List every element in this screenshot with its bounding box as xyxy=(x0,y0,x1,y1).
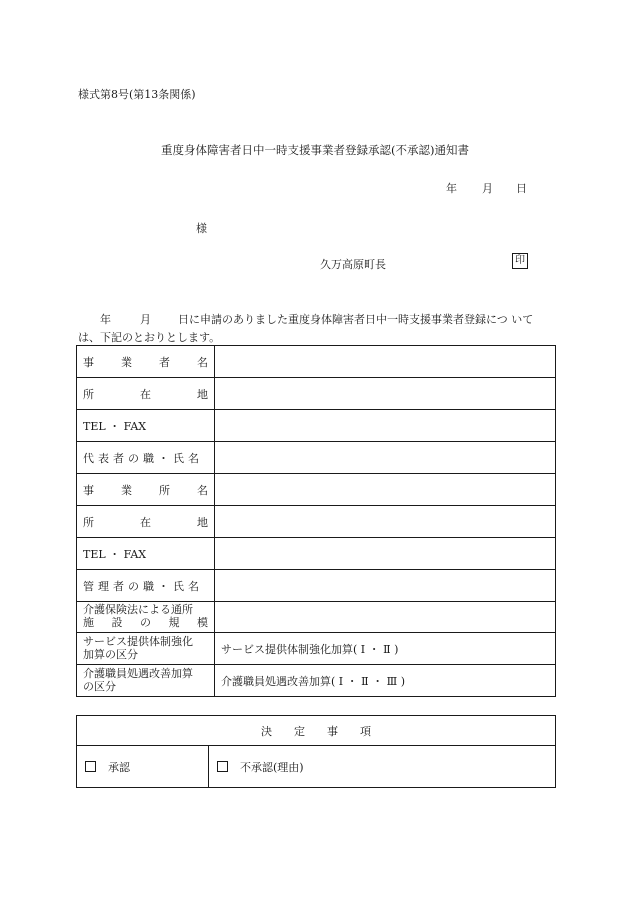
date-day-label: 日 xyxy=(516,182,527,195)
approve-checkbox[interactable] xyxy=(85,761,96,772)
table-row xyxy=(77,633,556,665)
reject-label: 不承認(理由) xyxy=(240,760,304,774)
table-row xyxy=(77,378,556,410)
approve-cell[interactable] xyxy=(77,746,209,788)
label-manager: 管理者の職・氏名 xyxy=(77,570,215,602)
table-row xyxy=(77,346,556,378)
form-number: 様式第8号(第13条関係) xyxy=(78,88,196,101)
table-row xyxy=(77,474,556,506)
value-service-addition[interactable]: サービス提供体制強化加算( Ⅰ ・ Ⅱ ) xyxy=(215,633,556,665)
seal-mark: 印 xyxy=(512,253,528,269)
intro-line-2: は、下記のとおりとします。 xyxy=(78,331,221,344)
intro-year: 年 xyxy=(100,313,111,326)
decision-table xyxy=(76,715,556,788)
value-staff-addition[interactable]: 介護職員処遇改善加算( Ⅰ ・ Ⅱ ・ Ⅲ ) xyxy=(215,665,556,697)
value-facility-scale[interactable] xyxy=(215,602,556,633)
label-office-name: 事 業 所 名 xyxy=(77,474,215,506)
table-row xyxy=(77,442,556,474)
value-tel-fax[interactable] xyxy=(215,410,556,442)
decision-header: 決 定 事 項 xyxy=(77,716,556,746)
label-representative: 代表者の職・氏名 xyxy=(77,442,215,474)
intro-text: 日に申請のありました重度身体障害者日中一時支援事業者登録につ いて xyxy=(178,313,534,326)
date-year-label: 年 xyxy=(446,182,457,195)
value-business-name[interactable] xyxy=(215,346,556,378)
table-row xyxy=(77,746,556,788)
approve-label: 承認 xyxy=(108,760,130,774)
label-address: 所 在 地 xyxy=(77,378,215,410)
label-service-addition: サービス提供体制強化 加算の区分 xyxy=(77,633,215,665)
value-address[interactable] xyxy=(215,378,556,410)
document-title: 重度身体障害者日中一時支援事業者登録承認(不承認)通知書 xyxy=(161,143,469,157)
reject-checkbox[interactable] xyxy=(217,761,228,772)
table-row xyxy=(77,570,556,602)
table-row xyxy=(77,665,556,697)
intro-month: 月 xyxy=(140,313,151,326)
reject-cell[interactable] xyxy=(209,746,556,788)
date-month-label: 月 xyxy=(482,182,493,195)
label-facility-scale: 介護保険法による通所 施 設 の 規 模 xyxy=(77,602,215,633)
value-office-address[interactable] xyxy=(215,506,556,538)
issuer-name: 久万高原町長 xyxy=(320,258,386,271)
label-office-address: 所 在 地 xyxy=(77,506,215,538)
business-info-table xyxy=(76,345,556,697)
label-staff-addition: 介護職員処遇改善加算 の区分 xyxy=(77,665,215,697)
label-business-name: 事 業 者 名 xyxy=(77,346,215,378)
table-row xyxy=(77,506,556,538)
value-representative[interactable] xyxy=(215,442,556,474)
value-manager[interactable] xyxy=(215,570,556,602)
table-row xyxy=(77,410,556,442)
table-row xyxy=(77,602,556,633)
value-office-tel-fax[interactable] xyxy=(215,538,556,570)
label-tel-fax: TEL ・ FAX xyxy=(77,410,215,442)
table-row xyxy=(77,538,556,570)
table-row xyxy=(77,716,556,746)
label-office-tel-fax: TEL ・ FAX xyxy=(77,538,215,570)
value-office-name[interactable] xyxy=(215,474,556,506)
addressee-suffix: 様 xyxy=(196,222,207,235)
